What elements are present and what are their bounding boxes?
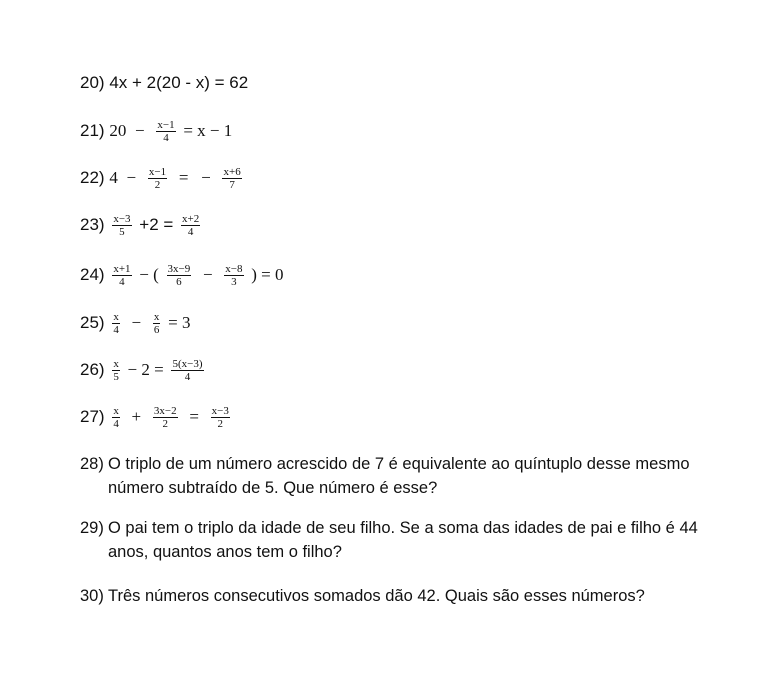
fraction bbox=[181, 213, 200, 238]
numerator: x+1 bbox=[113, 263, 131, 275]
problem-text-line-1: Três números consecutivos somados dão 42. Quais são esses números? bbox=[108, 587, 645, 605]
equation-rest: = 3 bbox=[168, 313, 191, 333]
problem-number: 29) bbox=[80, 519, 104, 537]
problem-number: 30) bbox=[80, 587, 104, 605]
denominator: 4 bbox=[113, 418, 119, 431]
numerator: x bbox=[153, 311, 160, 323]
denominator: 4 bbox=[184, 371, 191, 384]
exercise-number: 21) bbox=[80, 121, 105, 141]
denominator: 4 bbox=[119, 276, 125, 289]
exercise-number: 27) bbox=[80, 407, 105, 427]
operator: − bbox=[126, 168, 137, 188]
fraction bbox=[112, 311, 120, 336]
numerator: 5(x−3) bbox=[172, 358, 203, 370]
operator: − bbox=[131, 313, 142, 333]
denominator: 4 bbox=[187, 226, 194, 239]
numerator: x−3 bbox=[113, 213, 131, 225]
denominator: 3 bbox=[231, 276, 237, 289]
exercise-21 bbox=[80, 119, 232, 144]
fraction bbox=[167, 263, 192, 288]
numerator: x bbox=[113, 358, 119, 370]
equation-rest: = x − 1 bbox=[183, 121, 233, 141]
fraction bbox=[153, 405, 178, 430]
denominator: 4 bbox=[113, 324, 119, 337]
problem-30 bbox=[80, 584, 730, 608]
denominator: 6 bbox=[153, 324, 160, 337]
operator: − bbox=[202, 265, 213, 285]
exercise-number: 22) bbox=[80, 168, 105, 188]
denominator: 6 bbox=[176, 276, 182, 289]
exercise-number: 24) bbox=[80, 265, 105, 285]
numerator: x−1 bbox=[157, 119, 175, 131]
term: 4 bbox=[109, 168, 118, 188]
fraction bbox=[153, 311, 161, 336]
equation: 4x + 2(20 - x) = 62 bbox=[109, 73, 249, 92]
exercise-25 bbox=[80, 311, 190, 336]
fraction bbox=[112, 263, 131, 288]
fraction bbox=[222, 166, 241, 191]
problem-text-line-2: número subtraído de 5. Que número é esse? bbox=[108, 479, 438, 497]
exercise-20 bbox=[80, 74, 248, 91]
operator: − ( bbox=[139, 265, 159, 285]
equals-sign: = bbox=[189, 407, 199, 427]
denominator: 5 bbox=[119, 226, 125, 239]
fraction bbox=[224, 263, 243, 288]
numerator: x−1 bbox=[148, 166, 167, 178]
equation-middle: +2 = bbox=[139, 215, 174, 235]
operator: − 2 = bbox=[127, 360, 164, 380]
fraction bbox=[211, 405, 230, 430]
fraction bbox=[112, 405, 120, 430]
exercise-number: 25) bbox=[80, 313, 105, 333]
numerator: 3x−9 bbox=[167, 263, 191, 275]
numerator: 3x−2 bbox=[153, 405, 177, 417]
fraction bbox=[112, 358, 120, 383]
exercise-number: 26) bbox=[80, 360, 105, 380]
numerator: x bbox=[113, 405, 119, 417]
fraction bbox=[148, 166, 167, 191]
operator: − bbox=[135, 121, 145, 141]
numerator: x+2 bbox=[182, 213, 200, 225]
numerator: x−8 bbox=[225, 263, 243, 275]
equation-rest: ) = 0 bbox=[251, 265, 284, 285]
equals-sign: = bbox=[178, 168, 189, 188]
fraction bbox=[171, 358, 203, 383]
numerator: x−3 bbox=[211, 405, 229, 417]
exercise-24 bbox=[80, 263, 283, 288]
operator: + bbox=[131, 407, 142, 427]
exercise-22 bbox=[80, 166, 245, 191]
numerator: x+6 bbox=[223, 166, 241, 178]
operator: − bbox=[201, 168, 211, 188]
denominator: 2 bbox=[154, 179, 161, 192]
problem-number: 28) bbox=[80, 455, 104, 473]
exercise-number: 20) bbox=[80, 73, 105, 92]
problem-28 bbox=[80, 452, 730, 500]
exercise-26 bbox=[80, 358, 207, 383]
exercise-number: 23) bbox=[80, 215, 105, 235]
numerator: x bbox=[113, 311, 119, 323]
denominator: 5 bbox=[113, 371, 119, 384]
problem-text-line-1: O triplo de um número acrescido de 7 é equivalente ao quíntuplo desse mesmo bbox=[108, 455, 690, 473]
denominator: 7 bbox=[229, 179, 235, 192]
exercise-27 bbox=[80, 405, 233, 430]
problem-29 bbox=[80, 516, 730, 564]
denominator: 4 bbox=[163, 132, 169, 145]
term: 20 bbox=[109, 121, 127, 141]
exercise-23 bbox=[80, 213, 203, 238]
denominator: 2 bbox=[217, 418, 224, 431]
denominator: 2 bbox=[162, 418, 168, 431]
fraction bbox=[112, 213, 131, 238]
fraction bbox=[156, 119, 175, 144]
problem-text-line-2: anos, quantos anos tem o filho? bbox=[108, 543, 342, 561]
problem-text-line-1: O pai tem o triplo da idade de seu filho. Se a soma das idades de pai e filho é 44 bbox=[108, 519, 698, 537]
